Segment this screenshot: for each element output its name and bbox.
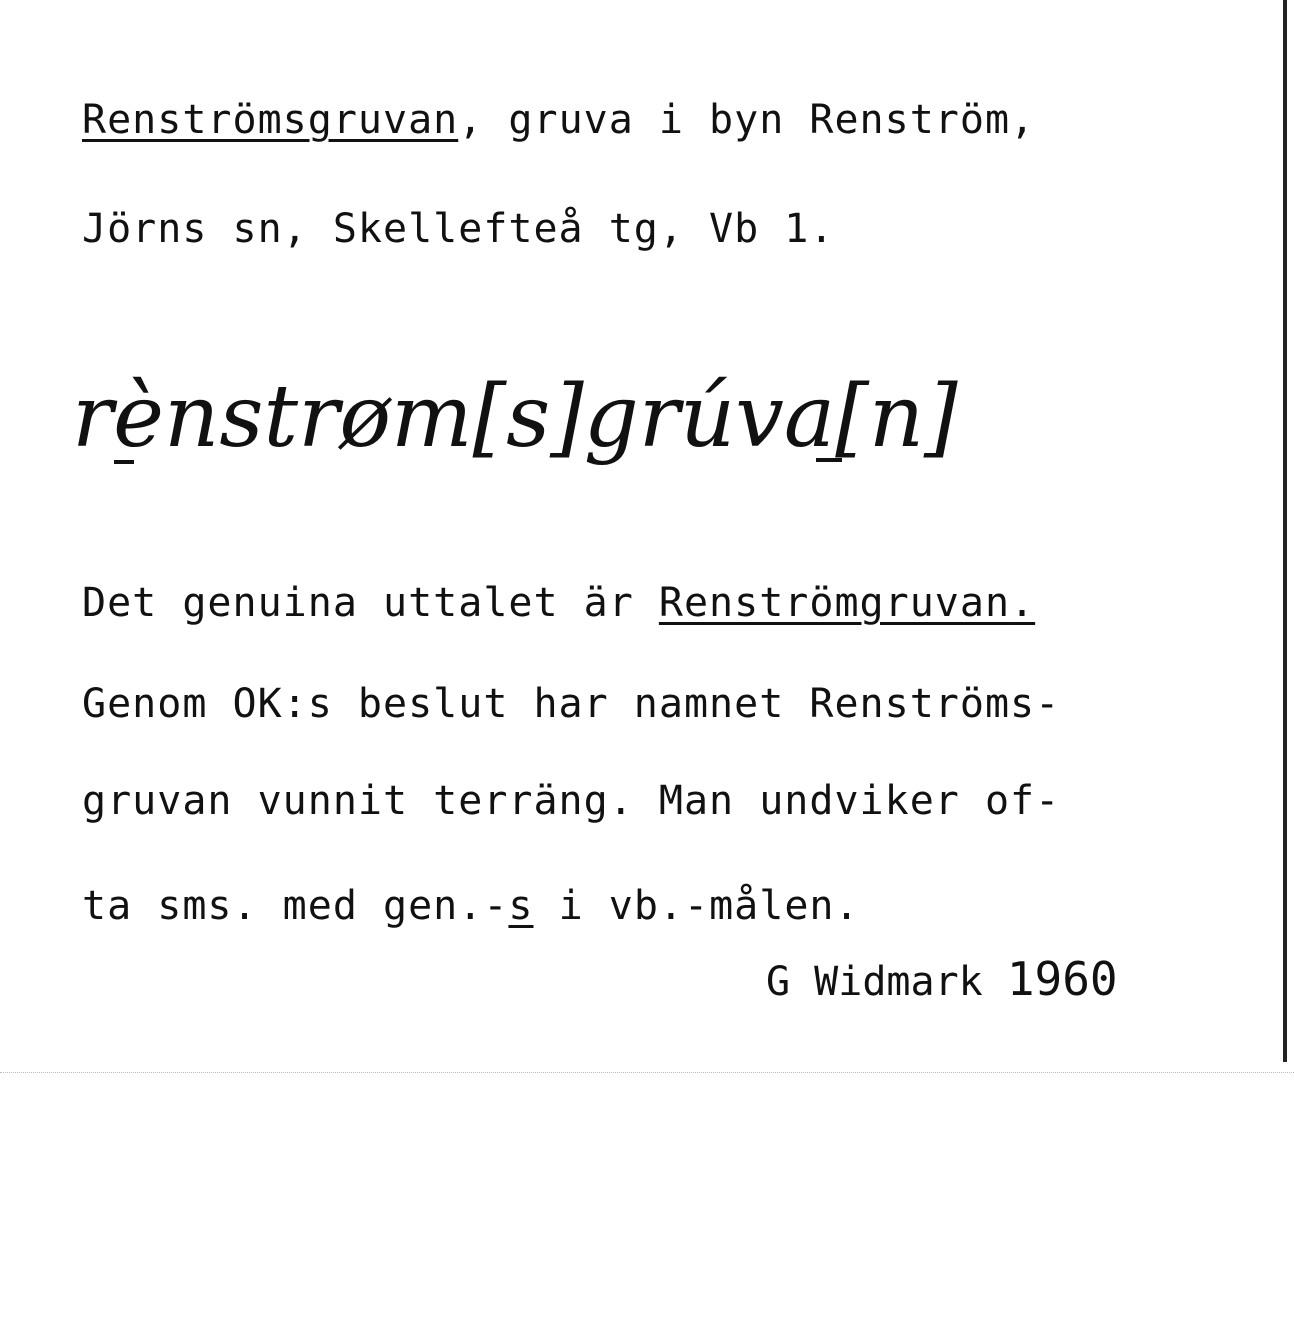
location-line: Jörns sn, Skellefteå tg, Vb 1. [82, 206, 835, 252]
signature [766, 952, 1118, 1006]
signature-name: G Widmark [766, 959, 983, 1005]
genuine-end: . [1010, 580, 1036, 626]
genuine-pronunciation-line [82, 579, 1035, 627]
body-last-line [82, 882, 860, 930]
genuine-intro: Det genuina uttalet är [82, 580, 659, 626]
genuine-form: Renströmgruvan [658, 580, 1011, 626]
card-border-bottom [0, 1072, 1294, 1073]
heading-term: Renströmsgruvan [82, 97, 459, 143]
phonetic-transcription: rènstrøm[s]grúva[n] [72, 367, 958, 467]
handwritten-phonetic [68, 330, 1138, 510]
last-line-pre: ta sms. med gen.- [82, 883, 509, 929]
genitive-s: s [508, 883, 534, 929]
body-line: Genom OK:s beslut har namnet Renströms- [82, 681, 1061, 727]
card-border-right [1283, 0, 1287, 1062]
heading-line [82, 96, 1035, 144]
heading-description: , gruva i byn Renström, [458, 97, 1036, 143]
body-line: gruvan vunnit terräng. Man undviker of- [82, 778, 1061, 824]
last-line-post: i vb.-målen. [533, 883, 860, 929]
signature-year: 1960 [1006, 952, 1118, 1006]
